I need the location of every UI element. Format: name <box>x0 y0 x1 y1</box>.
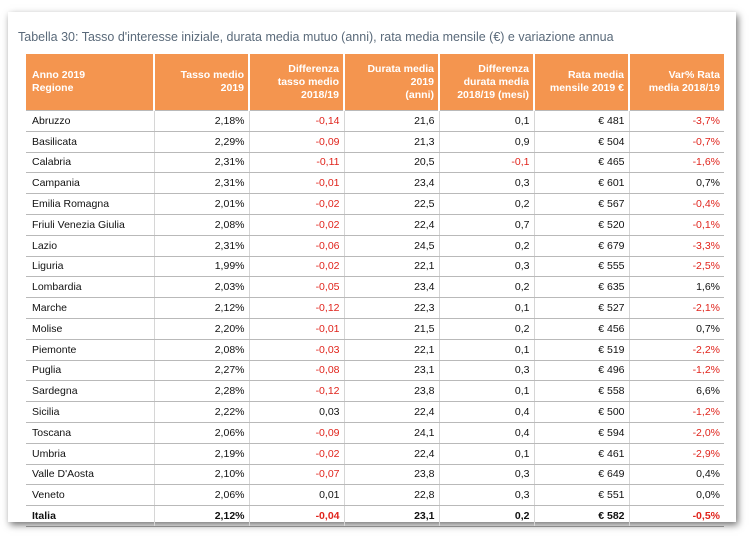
value-cell: 22,5 <box>344 194 439 215</box>
column-header <box>534 54 629 111</box>
data-table <box>26 54 724 527</box>
value-cell: € 551 <box>534 485 629 506</box>
column-header-line: Differenza <box>288 62 339 75</box>
value-cell: 2,31% <box>154 235 249 256</box>
value-cell: -1,2% <box>629 402 724 423</box>
value-cell: € 601 <box>534 173 629 194</box>
column-header-line: Regione <box>32 82 74 94</box>
value-cell: 23,4 <box>344 277 439 298</box>
table-row <box>26 402 724 423</box>
column-header <box>154 54 249 111</box>
region-cell: Campania <box>26 173 154 194</box>
value-cell: -0,1 <box>439 152 534 173</box>
value-cell: -0,1% <box>629 214 724 235</box>
region-cell: Basilicata <box>26 131 154 152</box>
region-cell: Puglia <box>26 360 154 381</box>
value-cell: 2,06% <box>154 422 249 443</box>
region-cell: Friuli Venezia Giulia <box>26 214 154 235</box>
table-row <box>26 381 724 402</box>
table-body <box>26 111 724 527</box>
value-cell: 0,7% <box>629 173 724 194</box>
table-row <box>26 152 724 173</box>
value-cell: € 519 <box>534 339 629 360</box>
value-cell: 22,1 <box>344 256 439 277</box>
value-cell: 2,20% <box>154 318 249 339</box>
value-cell: -0,01 <box>249 173 344 194</box>
value-cell: € 567 <box>534 194 629 215</box>
value-cell: 20,5 <box>344 152 439 173</box>
region-cell: Calabria <box>26 152 154 173</box>
column-header <box>26 54 154 111</box>
value-cell: 6,6% <box>629 381 724 402</box>
value-cell: -0,12 <box>249 381 344 402</box>
value-cell: 2,27% <box>154 360 249 381</box>
column-header-line: 2019 <box>220 82 244 94</box>
table-row <box>26 464 724 485</box>
value-cell: -1,6% <box>629 152 724 173</box>
value-cell: -0,06 <box>249 235 344 256</box>
column-header-line: durata media <box>463 75 529 88</box>
value-cell: 2,10% <box>154 464 249 485</box>
column-header-line: mensile 2019 € <box>549 82 624 94</box>
region-cell: Sicilia <box>26 402 154 423</box>
value-cell: 23,8 <box>344 464 439 485</box>
value-cell: € 520 <box>534 214 629 235</box>
region-cell: Toscana <box>26 422 154 443</box>
table-row <box>26 235 724 256</box>
value-cell: -2,5% <box>629 256 724 277</box>
value-cell: -0,04 <box>249 506 344 527</box>
table-row <box>26 111 724 132</box>
value-cell: € 555 <box>534 256 629 277</box>
table-row <box>26 443 724 464</box>
value-cell: 22,4 <box>344 402 439 423</box>
value-cell: -2,2% <box>629 339 724 360</box>
value-cell: 22,1 <box>344 339 439 360</box>
value-cell: € 481 <box>534 111 629 132</box>
value-cell: € 679 <box>534 235 629 256</box>
table-row <box>26 277 724 298</box>
value-cell: 0,3 <box>439 464 534 485</box>
value-cell: -2,0% <box>629 422 724 443</box>
value-cell: 0,1 <box>439 111 534 132</box>
value-cell: -0,02 <box>249 214 344 235</box>
value-cell: -2,9% <box>629 443 724 464</box>
value-cell: € 558 <box>534 381 629 402</box>
column-header <box>629 54 724 111</box>
value-cell: € 456 <box>534 318 629 339</box>
column-header-line: (anni) <box>405 88 434 101</box>
value-cell: 0,4% <box>629 464 724 485</box>
value-cell: -0,7% <box>629 131 724 152</box>
value-cell: 2,12% <box>154 298 249 319</box>
value-cell: -0,4% <box>629 194 724 215</box>
value-cell: 2,08% <box>154 339 249 360</box>
value-cell: € 496 <box>534 360 629 381</box>
region-cell: Veneto <box>26 485 154 506</box>
column-header-line: tasso medio <box>277 75 339 88</box>
table-row <box>26 360 724 381</box>
value-cell: 22,4 <box>344 214 439 235</box>
value-cell: 0,2 <box>439 506 534 527</box>
column-header-line: Durata media <box>367 62 434 75</box>
value-cell: 0,2 <box>439 318 534 339</box>
region-cell: Lombardia <box>26 277 154 298</box>
value-cell: 24,5 <box>344 235 439 256</box>
region-cell: Sardegna <box>26 381 154 402</box>
value-cell: 0,7 <box>439 214 534 235</box>
value-cell: 2,28% <box>154 381 249 402</box>
value-cell: 0,9 <box>439 131 534 152</box>
value-cell: 0,2 <box>439 277 534 298</box>
region-cell: Liguria <box>26 256 154 277</box>
value-cell: € 649 <box>534 464 629 485</box>
value-cell: 0,3 <box>439 485 534 506</box>
value-cell: 2,19% <box>154 443 249 464</box>
value-cell: 0,2 <box>439 235 534 256</box>
value-cell: 2,31% <box>154 173 249 194</box>
region-cell: Abruzzo <box>26 111 154 132</box>
value-cell: 0,1 <box>439 381 534 402</box>
table-row <box>26 214 724 235</box>
value-cell: 2,31% <box>154 152 249 173</box>
column-header-line: Tasso medio <box>180 69 244 81</box>
value-cell: -0,02 <box>249 194 344 215</box>
value-cell: -0,07 <box>249 464 344 485</box>
value-cell: -2,1% <box>629 298 724 319</box>
value-cell: 22,8 <box>344 485 439 506</box>
column-header-line: 2019 <box>410 75 434 88</box>
table-row <box>26 422 724 443</box>
total-row <box>26 506 724 527</box>
value-cell: € 527 <box>534 298 629 319</box>
value-cell: 21,6 <box>344 111 439 132</box>
value-cell: 0,01 <box>249 485 344 506</box>
value-cell: 0,4 <box>439 422 534 443</box>
value-cell: -0,12 <box>249 298 344 319</box>
value-cell: 0,3 <box>439 173 534 194</box>
value-cell: 1,6% <box>629 277 724 298</box>
region-cell: Emilia Romagna <box>26 194 154 215</box>
value-cell: 2,18% <box>154 111 249 132</box>
region-cell: Piemonte <box>26 339 154 360</box>
value-cell: 2,29% <box>154 131 249 152</box>
value-cell: 2,03% <box>154 277 249 298</box>
value-cell: -0,09 <box>249 422 344 443</box>
table-caption: Tabella 30: Tasso d'interesse iniziale, durata media mutuo (anni), rata media mensile (€) e variazione annua <box>18 30 614 44</box>
value-cell: 0,7% <box>629 318 724 339</box>
column-header <box>344 54 439 111</box>
value-cell: 23,1 <box>344 360 439 381</box>
value-cell: -0,5% <box>629 506 724 527</box>
value-cell: -3,7% <box>629 111 724 132</box>
column-header <box>249 54 344 111</box>
table-row <box>26 256 724 277</box>
value-cell: € 582 <box>534 506 629 527</box>
value-cell: 21,5 <box>344 318 439 339</box>
column-header <box>439 54 534 111</box>
region-cell: Marche <box>26 298 154 319</box>
region-cell: Valle D'Aosta <box>26 464 154 485</box>
value-cell: 0,2 <box>439 194 534 215</box>
value-cell: € 635 <box>534 277 629 298</box>
value-cell: 2,12% <box>154 506 249 527</box>
value-cell: -0,02 <box>249 256 344 277</box>
region-cell: Lazio <box>26 235 154 256</box>
value-cell: 21,3 <box>344 131 439 152</box>
table-row <box>26 194 724 215</box>
value-cell: 2,22% <box>154 402 249 423</box>
column-header-line: media 2018/19 <box>648 82 720 94</box>
value-cell: -0,09 <box>249 131 344 152</box>
value-cell: € 465 <box>534 152 629 173</box>
value-cell: 24,1 <box>344 422 439 443</box>
value-cell: -0,03 <box>249 339 344 360</box>
table-row <box>26 339 724 360</box>
table-row <box>26 318 724 339</box>
column-header-line: Rata media <box>567 69 624 81</box>
value-cell: 0,3 <box>439 256 534 277</box>
value-cell: 2,06% <box>154 485 249 506</box>
value-cell: 23,1 <box>344 506 439 527</box>
value-cell: -0,11 <box>249 152 344 173</box>
value-cell: -0,01 <box>249 318 344 339</box>
region-cell: Umbria <box>26 443 154 464</box>
table-row <box>26 173 724 194</box>
value-cell: -0,14 <box>249 111 344 132</box>
value-cell: 0,4 <box>439 402 534 423</box>
value-cell: 1,99% <box>154 256 249 277</box>
value-cell: -1,2% <box>629 360 724 381</box>
column-header-line: Anno 2019 <box>32 69 86 81</box>
value-cell: 0,1 <box>439 443 534 464</box>
value-cell: 22,3 <box>344 298 439 319</box>
region-cell: Molise <box>26 318 154 339</box>
value-cell: € 594 <box>534 422 629 443</box>
value-cell: € 461 <box>534 443 629 464</box>
value-cell: 0,1 <box>439 339 534 360</box>
value-cell: 2,08% <box>154 214 249 235</box>
column-header-line: Differenza <box>478 62 529 75</box>
header-row <box>26 54 724 111</box>
value-cell: -0,02 <box>249 443 344 464</box>
column-header-line: Var% Rata <box>668 69 720 81</box>
region-cell: Italia <box>26 506 154 527</box>
value-cell: 0,1 <box>439 298 534 319</box>
column-header-line: 2018/19 (mesi) <box>457 88 529 101</box>
value-cell: -0,05 <box>249 277 344 298</box>
value-cell: -0,08 <box>249 360 344 381</box>
value-cell: 23,4 <box>344 173 439 194</box>
value-cell: 0,0% <box>629 485 724 506</box>
value-cell: 0,3 <box>439 360 534 381</box>
column-header-line: 2018/19 <box>301 88 339 101</box>
value-cell: € 504 <box>534 131 629 152</box>
table-row <box>26 131 724 152</box>
value-cell: 0,03 <box>249 402 344 423</box>
table-row <box>26 298 724 319</box>
value-cell: -3,3% <box>629 235 724 256</box>
table-row <box>26 485 724 506</box>
value-cell: 22,4 <box>344 443 439 464</box>
value-cell: 2,01% <box>154 194 249 215</box>
value-cell: € 500 <box>534 402 629 423</box>
value-cell: 23,8 <box>344 381 439 402</box>
